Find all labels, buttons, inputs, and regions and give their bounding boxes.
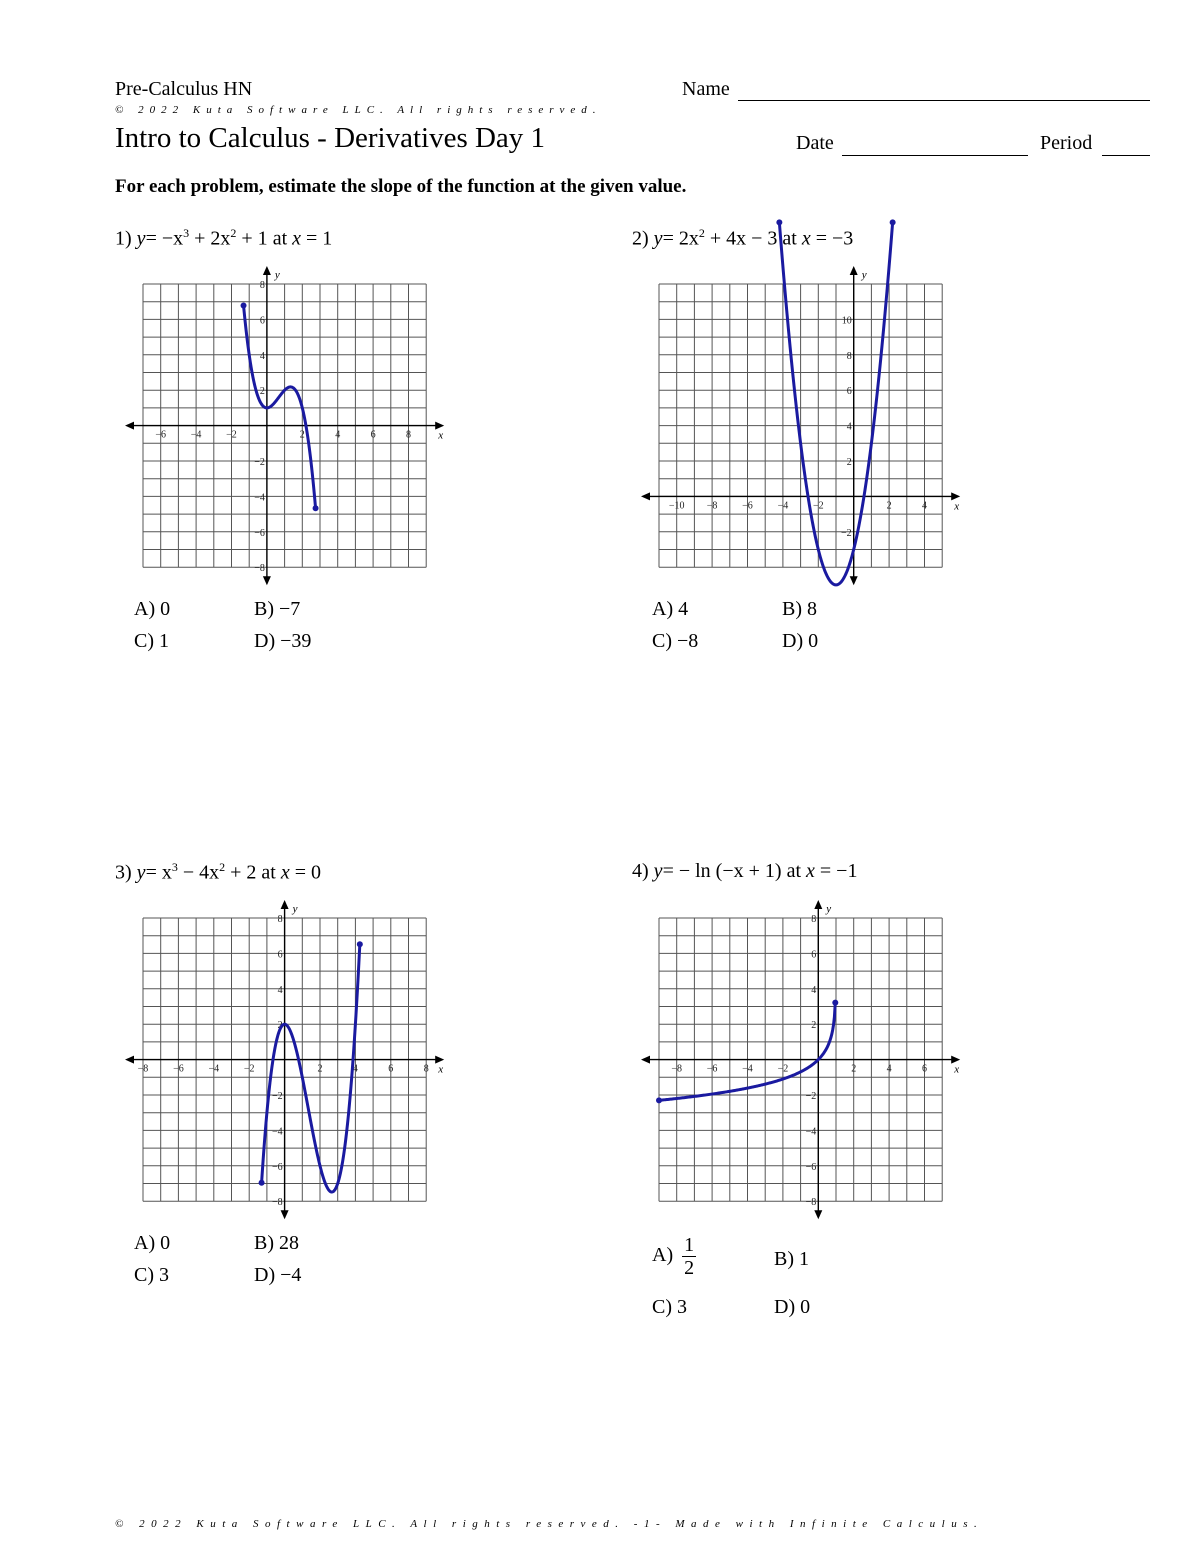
y-tick-label: −4	[271, 1126, 283, 1138]
x-tick-label: −2	[812, 500, 824, 512]
x-tick-label: −2	[226, 429, 237, 441]
x-tick-label: −6	[742, 500, 753, 512]
x-tick-label: 6	[370, 429, 376, 441]
period-label: Period	[1040, 132, 1093, 154]
x-axis-arrow-right-icon	[435, 422, 444, 430]
problem-4-choice-c[interactable]: C) 3	[652, 1296, 687, 1318]
problem-2-choice-b[interactable]: B) 8	[782, 598, 817, 620]
x-tick-label: −6	[173, 1063, 184, 1075]
problem-3-graph	[122, 896, 452, 1216]
problem-4-choice-b[interactable]: B) 1	[774, 1248, 809, 1270]
x-tick-label: 2	[299, 429, 305, 441]
problem-3-statement: 3) $y= x^3 - 4x^2 + 2$ at x = 0	[115, 860, 322, 884]
problem-4-choice-a-label: A)	[652, 1244, 674, 1267]
curve-endpoint	[313, 505, 319, 511]
footer-copyright: © 2022 Kuta Software LLC. All rights reserved. -1- Made with Infinite Calculus.	[115, 1518, 984, 1530]
instructions: For each problem, estimate the slope of the function at the given value.	[115, 176, 687, 197]
problem-3-choice-b[interactable]: B) 28	[254, 1232, 299, 1254]
y-tick-label: −2	[805, 1091, 817, 1102]
y-tick-label: −2	[841, 527, 852, 539]
curve-endpoint	[890, 219, 896, 225]
y-axis-arrow-up-icon	[814, 900, 822, 909]
y-tick-label: 6	[277, 949, 283, 961]
y-tick-label: −6	[254, 527, 265, 539]
y-axis-arrow-up-icon	[850, 266, 858, 275]
y-tick-label: 4	[811, 984, 817, 996]
y-tick-label: −8	[254, 563, 265, 575]
problem-2-graph	[640, 262, 970, 582]
curve-endpoint	[776, 219, 782, 225]
x-tick-label: −4	[742, 1063, 753, 1075]
problem-4-choice-a[interactable]	[652, 1234, 696, 1279]
problem-3-choice-c[interactable]: C) 3	[134, 1264, 169, 1286]
x-tick-label: −6	[155, 429, 167, 441]
problem-2-choice-a[interactable]: A) 4	[652, 598, 689, 620]
x-axis-arrow-left-icon	[125, 422, 134, 430]
curve-endpoint	[656, 1097, 662, 1103]
x-tick-label: 8	[423, 1063, 429, 1075]
worksheet-title: Intro to Calculus - Derivatives Day 1	[115, 122, 546, 154]
y-tick-label: −8	[805, 1197, 817, 1209]
problem-4-graph	[640, 896, 970, 1216]
y-tick-label: 6	[259, 315, 265, 327]
name-field-line[interactable]	[738, 100, 1150, 101]
y-tick-label: −6	[805, 1161, 817, 1173]
x-tick-label: −2	[243, 1063, 255, 1075]
x-tick-label: −4	[190, 429, 202, 441]
x-tick-label: −8	[671, 1063, 683, 1075]
x-axis-label: x	[438, 429, 444, 442]
y-tick-label: 8	[846, 350, 852, 362]
problem-4-choice-d[interactable]: D) 0	[774, 1296, 811, 1318]
y-tick-label: 2	[811, 1020, 817, 1032]
problem-4-statement: 4) y= − ln (−x + 1) at x = −1	[632, 860, 858, 882]
y-axis-arrow-down-icon	[263, 576, 271, 585]
x-axis-arrow-right-icon	[951, 492, 960, 500]
y-tick-label: 8	[811, 914, 817, 925]
x-tick-label: −8	[706, 500, 718, 512]
x-tick-label: −4	[777, 500, 789, 512]
curve-endpoint	[357, 941, 363, 947]
y-axis-label: y	[826, 903, 832, 915]
x-axis-label: x	[954, 1063, 960, 1076]
x-axis-arrow-right-icon	[435, 1056, 444, 1064]
function-curve	[262, 944, 360, 1192]
problem-2-choice-d[interactable]: D) 0	[782, 630, 819, 652]
y-tick-label: 4	[259, 350, 265, 362]
y-axis-label: y	[861, 269, 867, 281]
x-axis-arrow-right-icon	[951, 1056, 960, 1064]
y-tick-label: −2	[271, 1091, 283, 1102]
date-field-line[interactable]	[842, 155, 1028, 156]
x-tick-label: −2	[777, 1063, 789, 1075]
y-axis-label: y	[292, 903, 298, 915]
problem-1-statement: 1) $y= -x^3 + 2x^2 + 1$ at x = 1	[115, 226, 333, 250]
problem-1-choice-b[interactable]: B) −7	[254, 598, 301, 620]
y-axis-arrow-down-icon	[281, 1210, 289, 1219]
problem-2-choice-c[interactable]: C) −8	[652, 630, 699, 652]
y-tick-label: 4	[846, 421, 852, 433]
problem-3-choice-d[interactable]: D) −4	[254, 1264, 302, 1286]
x-tick-label: 4	[335, 429, 341, 441]
x-axis-label: x	[954, 500, 960, 513]
y-tick-label: −6	[271, 1161, 283, 1173]
period-field-line[interactable]	[1102, 155, 1150, 156]
curve-endpoint	[832, 1000, 838, 1006]
x-tick-label: −8	[137, 1063, 149, 1075]
function-curve	[244, 306, 316, 509]
course-name: Pre-Calculus HN	[115, 78, 253, 100]
y-tick-label: 6	[846, 386, 852, 398]
problem-2-statement: 2) $y= 2x^2 + 4x - 3$ at x = −3	[632, 226, 854, 250]
x-tick-label: 2	[851, 1063, 857, 1075]
y-tick-label: 10	[841, 315, 852, 327]
x-tick-label: −4	[208, 1063, 220, 1075]
x-tick-label: 4	[352, 1063, 358, 1075]
problem-1-choice-d[interactable]: D) −39	[254, 630, 312, 652]
y-axis-arrow-down-icon	[814, 1210, 822, 1219]
x-tick-label: 2	[317, 1063, 323, 1075]
curve-endpoint	[259, 1180, 265, 1186]
name-label: Name	[682, 78, 730, 100]
y-tick-label: −2	[254, 457, 265, 468]
y-tick-label: 8	[259, 280, 265, 291]
y-tick-label: 8	[277, 914, 283, 925]
date-label: Date	[796, 132, 834, 154]
y-axis-label: y	[274, 269, 280, 281]
curve-endpoint	[241, 303, 247, 309]
y-tick-label: −8	[271, 1197, 283, 1209]
x-tick-label: 4	[886, 1063, 892, 1075]
x-tick-label: 8	[406, 429, 411, 441]
y-tick-label: 2	[259, 386, 265, 398]
x-tick-label: 2	[886, 500, 892, 512]
y-tick-label: −4	[805, 1126, 817, 1138]
problem-3-choice-a[interactable]: A) 0	[134, 1232, 171, 1254]
problem-1-choice-a[interactable]: A) 0	[134, 598, 171, 620]
y-axis-arrow-up-icon	[281, 900, 289, 909]
x-tick-label: −10	[668, 500, 685, 512]
x-tick-label: −6	[706, 1063, 718, 1075]
problem-1-choice-c[interactable]: C) 1	[134, 630, 169, 652]
x-axis-arrow-left-icon	[125, 1056, 134, 1064]
x-axis-label: x	[438, 1063, 444, 1076]
x-tick-label: 6	[922, 1063, 927, 1075]
y-tick-label: 4	[277, 984, 283, 996]
y-tick-label: 2	[277, 1020, 283, 1032]
one-half-fraction: $\frac{1}{2}$	[684, 1234, 695, 1279]
x-axis-arrow-left-icon	[641, 492, 650, 500]
x-tick-label: 4	[922, 500, 927, 512]
y-tick-label: 6	[811, 949, 817, 961]
y-axis-arrow-down-icon	[850, 576, 858, 585]
x-tick-label: 6	[388, 1063, 394, 1075]
problem-1-graph	[122, 262, 452, 582]
copyright-notice: © 2022 Kuta Software LLC. All rights reserved.	[115, 104, 602, 116]
y-tick-label: −4	[254, 492, 265, 504]
y-axis-arrow-up-icon	[263, 266, 271, 275]
y-tick-label: 2	[846, 457, 852, 468]
x-axis-arrow-left-icon	[641, 1056, 650, 1064]
